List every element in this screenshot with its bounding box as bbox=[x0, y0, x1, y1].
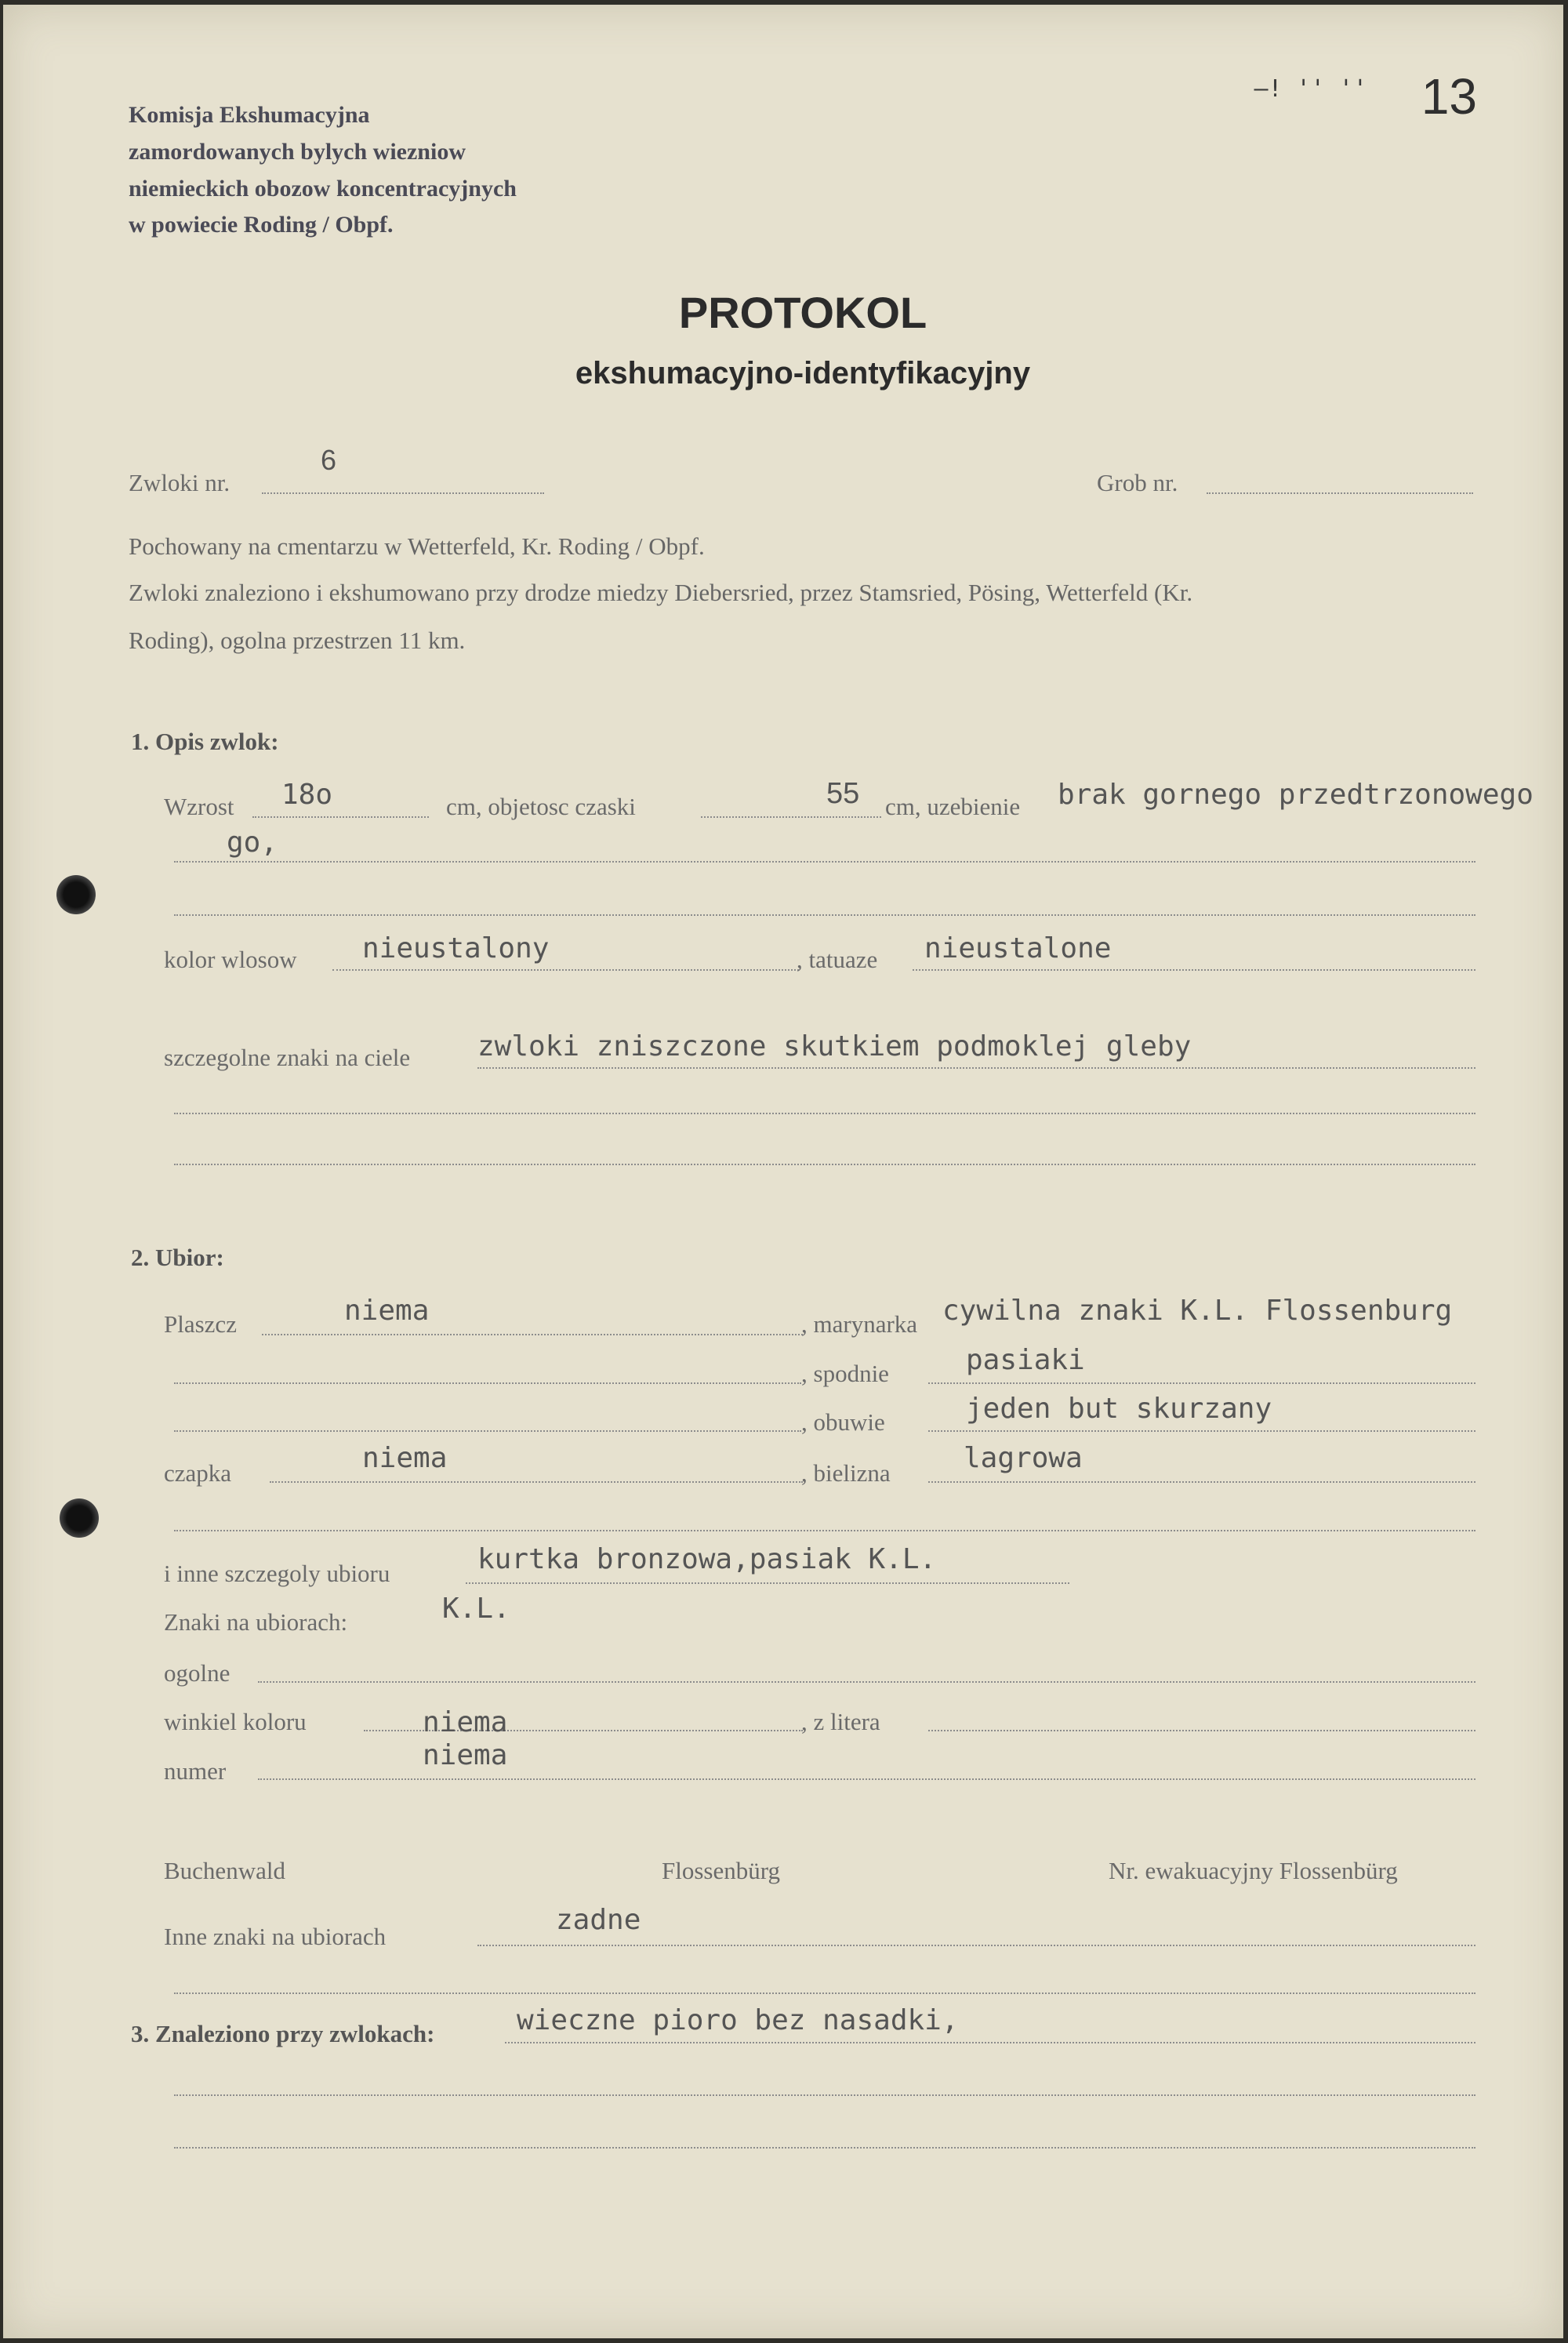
spodnie-label: , spodnie bbox=[801, 1360, 889, 1387]
document-subtitle: ekshumacyjno-identyfikacyjny bbox=[575, 356, 1031, 390]
czapka-dotted-line bbox=[270, 1481, 803, 1483]
blank-dotted-line-3 bbox=[174, 1164, 1475, 1165]
blank-dotted-line-2 bbox=[174, 1113, 1475, 1114]
numer-label: numer bbox=[164, 1757, 227, 1785]
plaszcz-label: Plaszcz bbox=[164, 1310, 237, 1338]
czaszka-value: 55 bbox=[826, 777, 860, 810]
szczegolne-znaki-label: szczegolne znaki na ciele bbox=[164, 1044, 411, 1071]
punch-hole-bottom bbox=[60, 1498, 99, 1538]
czapka-value: niema bbox=[362, 1442, 448, 1474]
numer-dotted-line bbox=[258, 1778, 1475, 1780]
inne-znaki-value: zadne bbox=[556, 1904, 641, 1936]
uzebienie-value: brak gornego przedtrzonowego bbox=[1058, 779, 1534, 811]
plaszcz-dotted-line bbox=[262, 1334, 803, 1335]
uzebienie-dotted-line-2 bbox=[174, 861, 1475, 863]
winkiel-value: niema bbox=[423, 1706, 508, 1738]
punch-hole-top bbox=[56, 875, 96, 914]
kolor-dotted-line bbox=[332, 969, 799, 971]
wzrost-dotted-line bbox=[252, 816, 429, 818]
grob-dotted-line bbox=[1207, 492, 1473, 494]
section-3-dotted-line bbox=[505, 2042, 1475, 2043]
kolor-wlosow-value: nieustalony bbox=[362, 932, 550, 964]
buchenwald-label: Buchenwald bbox=[164, 1857, 285, 1884]
section-1-heading: 1. Opis zwlok: bbox=[131, 728, 279, 755]
znaki-na-ubiorach-label: Znaki na ubiorach: bbox=[164, 1608, 348, 1636]
tatuaze-dotted-line bbox=[913, 969, 1475, 971]
blank-dotted-line-6 bbox=[174, 2094, 1475, 2096]
org-line-4: w powiecie Roding / Obpf. bbox=[129, 212, 394, 238]
bielizna-value: lagrowa bbox=[964, 1442, 1083, 1474]
blank-dotted-line-4 bbox=[174, 1530, 1475, 1531]
zwloki-label: Zwloki nr. bbox=[129, 469, 230, 496]
section-3-value: wieczne pioro bez nasadki, bbox=[517, 2004, 959, 2036]
inne-znaki-dotted-line bbox=[477, 1945, 1475, 1946]
uzebienie-continuation: go, bbox=[227, 826, 278, 859]
nr-ewakuacyjny-label: Nr. ewakuacyjny Flossenbürg bbox=[1109, 1857, 1398, 1884]
winkiel-label: winkiel koloru bbox=[164, 1708, 307, 1735]
document-page bbox=[3, 5, 1563, 2338]
plaszcz-value: niema bbox=[344, 1295, 430, 1327]
section-2-heading: 2. Ubior: bbox=[131, 1244, 224, 1271]
marynarka-value: cywilna znaki K.L. Flossenburg bbox=[942, 1295, 1453, 1327]
tatuaze-value: nieustalone bbox=[924, 932, 1112, 964]
inne-szczegoly-label: i inne szczegoly ubioru bbox=[164, 1560, 390, 1587]
ogolne-label: ogolne bbox=[164, 1659, 230, 1687]
blank-dotted-line-7 bbox=[174, 2147, 1475, 2149]
grob-label: Grob nr. bbox=[1097, 469, 1178, 496]
z-litera-dotted-line bbox=[928, 1730, 1475, 1731]
spodnie-dotted-line bbox=[928, 1382, 1475, 1384]
marynarka-label: , marynarka bbox=[801, 1310, 918, 1338]
page-mark: —! '' '' bbox=[1254, 75, 1367, 103]
zwloki-dotted-line bbox=[262, 492, 544, 494]
inne-znaki-label: Inne znaki na ubiorach bbox=[164, 1923, 387, 1950]
czaszka-dotted-line bbox=[701, 816, 881, 818]
znaki-na-ubiorach-value: K.L. bbox=[442, 1593, 510, 1625]
wzrost-value: 18o bbox=[281, 779, 333, 811]
page-number: 13 bbox=[1421, 68, 1477, 125]
kolor-wlosow-label: kolor wlosow bbox=[164, 946, 297, 973]
spodnie-value: pasiaki bbox=[966, 1344, 1085, 1376]
obuwie-label: , obuwie bbox=[801, 1408, 885, 1436]
znaki-dotted-line bbox=[477, 1067, 1475, 1069]
zwloki-value: 6 bbox=[321, 444, 337, 476]
tatuaze-label: , tatuaze bbox=[797, 946, 878, 973]
section-3-heading: 3. Znaleziono przy zwlokach: bbox=[131, 2020, 435, 2047]
document-title: PROTOKOL bbox=[678, 288, 927, 337]
intro-line-2: Zwloki znaleziono i ekshumowano przy drodze miedzy Diebersried, przez Stamsried, Pösing, Wetterfeld (Kr. bbox=[129, 579, 1193, 606]
czaszka-label: cm, objetosc czaski bbox=[446, 793, 636, 820]
blank-dotted-line-5 bbox=[174, 1992, 1475, 1994]
inne-szczegoly-value: kurtka bronzowa,pasiak K.L. bbox=[477, 1543, 937, 1575]
org-line-2: zamordowanych bylych wiezniow bbox=[129, 139, 466, 165]
obuwie-dotted-line bbox=[928, 1430, 1475, 1432]
intro-line-1: Pochowany na cmentarzu w Wetterfeld, Kr. Roding / Obpf. bbox=[129, 532, 705, 560]
ogolne-dotted-line bbox=[258, 1681, 1475, 1683]
inne-szczegoly-dotted-line bbox=[466, 1582, 1069, 1584]
z-litera-label: , z litera bbox=[801, 1708, 880, 1735]
bielizna-dotted-line bbox=[928, 1481, 1475, 1483]
intro-line-3: Roding), ogolna przestrzen 11 km. bbox=[129, 627, 466, 654]
obuwie-value: jeden but skurzany bbox=[966, 1393, 1272, 1425]
spodnie-dotted-line-left bbox=[174, 1382, 801, 1384]
org-line-1: Komisja Ekshumacyjna bbox=[129, 102, 370, 128]
org-line-3: niemieckich obozow koncentracyjnych bbox=[129, 176, 517, 202]
uzebienie-label: cm, uzebienie bbox=[885, 793, 1021, 820]
blank-dotted-line-1 bbox=[174, 914, 1475, 916]
wzrost-label: Wzrost bbox=[164, 793, 234, 820]
obuwie-dotted-line-left bbox=[174, 1430, 801, 1432]
czapka-label: czapka bbox=[164, 1459, 232, 1487]
numer-value: niema bbox=[423, 1739, 508, 1771]
flossenburg-label: Flossenbürg bbox=[662, 1857, 781, 1884]
bielizna-label: , bielizna bbox=[801, 1459, 891, 1487]
szczegolne-znaki-value: zwloki zniszczone skutkiem podmoklej gleby bbox=[477, 1030, 1192, 1063]
